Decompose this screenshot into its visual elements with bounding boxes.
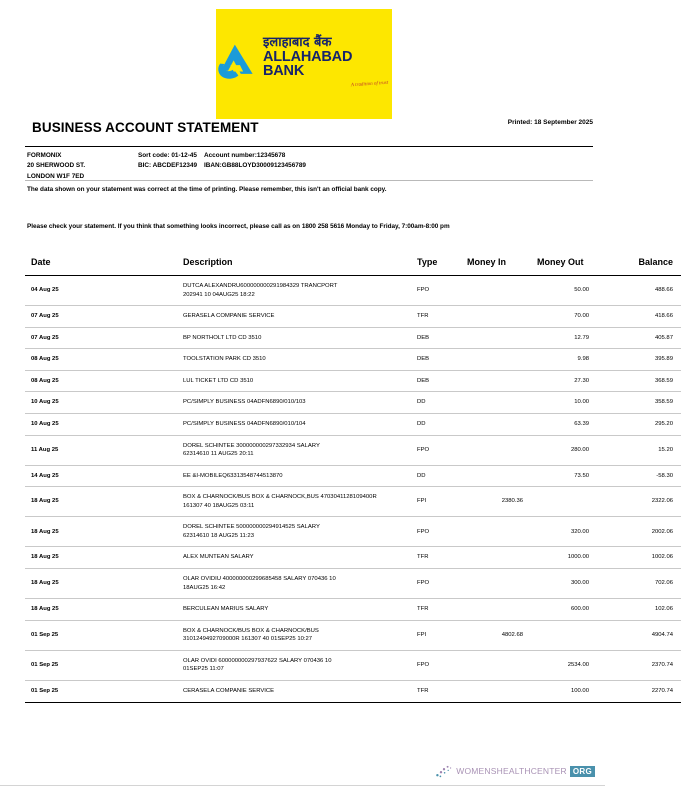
watermark-dots-icon: [435, 764, 453, 778]
table-row: [25, 517, 681, 547]
column-header-type: Type: [413, 257, 461, 276]
cell-balance: 405.87: [609, 327, 681, 349]
cell-description: [97, 517, 413, 547]
cell-type: TFR: [413, 599, 461, 621]
description-line-1: PC/SIMPLY BUSINESS 04ADFN6890/010/104: [183, 420, 306, 427]
company-name: FORMONIX: [27, 152, 62, 159]
table-row: [25, 349, 681, 371]
cell-date: 01 Sep 25: [25, 620, 97, 650]
description-line-1: TOOLSTATION PARK CD 3510: [183, 356, 266, 363]
cell-money-in: [461, 276, 529, 306]
account-holder-address: [27, 151, 147, 182]
cell-description: [97, 547, 413, 569]
cell-type: TFR: [413, 306, 461, 328]
cell-type: FPO: [413, 276, 461, 306]
cell-money-out: 320.00: [529, 517, 609, 547]
printed-date: Printed: 18 September 2025: [507, 119, 593, 126]
table-row: [25, 370, 681, 392]
cell-money-in: [461, 306, 529, 328]
cell-money-out: 63.39: [529, 413, 609, 435]
description-line-1: OLAR OVIDI 600000000297937622 SALARY 070436 10: [183, 657, 332, 664]
account-number-iban: [204, 151, 454, 172]
cell-type: DD: [413, 465, 461, 487]
table-row: [25, 276, 681, 306]
cell-balance: 2270.74: [609, 680, 681, 702]
cell-description: [97, 620, 413, 650]
cell-type: FPI: [413, 487, 461, 517]
cell-balance: 2322.06: [609, 487, 681, 517]
description-line-1: CERASELA COMPANIE SERVICE: [183, 687, 275, 694]
table-row: [25, 392, 681, 414]
contact-notice: Please check your statement. If you think that something looks incorrect, please call as on 1800 258 5616 Monday to Friday, 7:00am-8:00 pm: [27, 223, 450, 230]
cell-balance: 102.06: [609, 599, 681, 621]
table-row: [25, 413, 681, 435]
cell-date: 11 Aug 25: [25, 435, 97, 465]
description-line-1: BOX & CHARNOCK/BUS BOX & CHARNOCK,BUS 4703041128109400R: [183, 494, 377, 501]
cell-type: DEB: [413, 370, 461, 392]
cell-balance: 702.06: [609, 569, 681, 599]
description-line-1: BP NORTHOLT LTD CD 3510: [183, 334, 262, 341]
logo-bank-name: ALLAHABAD BANK: [263, 48, 353, 80]
cell-money-out: 280.00: [529, 435, 609, 465]
cell-balance: 418.66: [609, 306, 681, 328]
cell-description: [97, 569, 413, 599]
divider-top: [25, 146, 593, 147]
cell-date: 01 Sep 25: [25, 650, 97, 680]
watermark-text: WOMENSHEALTHCENTER: [456, 766, 567, 776]
cell-money-in: [461, 370, 529, 392]
table-row: [25, 547, 681, 569]
footer-divider: [0, 785, 605, 786]
logo-tagline: A tradition of trust: [350, 80, 389, 89]
cell-money-out: [529, 620, 609, 650]
cell-type: TFR: [413, 547, 461, 569]
table-row: [25, 599, 681, 621]
cell-money-in: [461, 465, 529, 487]
cell-date: 08 Aug 25: [25, 370, 97, 392]
cell-date: 07 Aug 25: [25, 306, 97, 328]
page-title: BUSINESS ACCOUNT STATEMENT: [32, 120, 259, 135]
cell-type: DEB: [413, 349, 461, 371]
cell-date: 10 Aug 25: [25, 413, 97, 435]
cell-money-in: 4802.68: [461, 620, 529, 650]
cell-description: [97, 650, 413, 680]
cell-description: [97, 370, 413, 392]
description-line-1: LUL TICKET LTD CD 3510: [183, 377, 254, 384]
table-row: [25, 650, 681, 680]
table-row: [25, 327, 681, 349]
cell-money-in: [461, 680, 529, 702]
cell-type: DD: [413, 413, 461, 435]
cell-type: FPO: [413, 569, 461, 599]
cell-balance: 15.20: [609, 435, 681, 465]
description-line-2: 62314610 11 AUG25 20:11: [183, 451, 254, 458]
description-line-2: 202941 10 04AUG25 18:22: [183, 291, 255, 298]
cell-money-out: 2534.00: [529, 650, 609, 680]
cell-money-in: [461, 599, 529, 621]
allahabad-bank-mark-icon: [216, 43, 256, 81]
description-line-1: ALEX MUNTEAN SALARY: [183, 554, 254, 561]
description-line-1: PC/SIMPLY BUSINESS 04ADFN6890/010/103: [183, 399, 306, 406]
cell-type: FPO: [413, 650, 461, 680]
watermark-badge: ORG: [570, 766, 595, 777]
account-number: Account number:12345678: [204, 152, 286, 159]
description-line-1: DUTCA ALEXANDRU600000000291984329 TRANCPORT: [183, 283, 338, 289]
cell-description: [97, 276, 413, 306]
cell-balance: 2002.06: [609, 517, 681, 547]
cell-date: 18 Aug 25: [25, 569, 97, 599]
cell-money-out: 27.30: [529, 370, 609, 392]
cell-money-out: 50.00: [529, 276, 609, 306]
description-line-1: BOX & CHARNOCK/BUS BOX & CHARNOCK/BUS: [183, 627, 319, 634]
cell-money-out: [529, 487, 609, 517]
cell-date: 01 Sep 25: [25, 680, 97, 702]
column-header-description: Description: [97, 257, 413, 276]
cell-money-in: [461, 650, 529, 680]
table-row: [25, 620, 681, 650]
cell-money-out: 10.00: [529, 392, 609, 414]
table-row: [25, 487, 681, 517]
column-header-balance: Balance: [609, 257, 681, 276]
description-line-2: 18AUG25 16:42: [183, 584, 226, 591]
cell-money-out: 70.00: [529, 306, 609, 328]
cell-description: [97, 306, 413, 328]
cell-money-out: 73.50: [529, 465, 609, 487]
cell-money-in: [461, 547, 529, 569]
print-disclaimer: The data shown on your statement was correct at the time of printing. Please remember, this isn't an official bank copy.: [27, 186, 387, 193]
cell-balance: 488.66: [609, 276, 681, 306]
sort-code: Sort code: 01-12-45: [138, 152, 197, 159]
cell-description: [97, 327, 413, 349]
divider-account: [25, 180, 593, 181]
table-row: [25, 435, 681, 465]
cell-balance: -58.30: [609, 465, 681, 487]
address-line-1: 20 SHERWOOD ST.: [27, 162, 86, 170]
cell-date: 08 Aug 25: [25, 349, 97, 371]
cell-money-in: [461, 569, 529, 599]
table-row: [25, 306, 681, 328]
description-line-2: 01SEP25 11:07: [183, 666, 224, 673]
cell-money-out: 9.98: [529, 349, 609, 371]
cell-money-in: [461, 517, 529, 547]
cell-money-in: [461, 435, 529, 465]
cell-description: [97, 465, 413, 487]
cell-money-in: [461, 413, 529, 435]
description-line-2: 3101249492709000R 161307 40 01SEP25 10:27: [183, 636, 313, 643]
cell-balance: 1002.06: [609, 547, 681, 569]
bank-logo: [216, 9, 392, 119]
cell-money-out: 12.79: [529, 327, 609, 349]
cell-description: [97, 487, 413, 517]
description-line-1: DOREL SCHINTEE 300000000297332934 SALARY: [183, 442, 320, 449]
cell-description: [97, 435, 413, 465]
description-line-1: BERCULEAN MARIUS SALARY: [183, 606, 269, 613]
cell-date: 18 Aug 25: [25, 487, 97, 517]
cell-date: 04 Aug 25: [25, 276, 97, 306]
table-body: [25, 276, 681, 703]
cell-description: [97, 392, 413, 414]
column-header-date: Date: [25, 257, 97, 276]
cell-balance: 368.59: [609, 370, 681, 392]
cell-date: 18 Aug 25: [25, 547, 97, 569]
cell-balance: 2370.74: [609, 650, 681, 680]
table-row: [25, 465, 681, 487]
column-header-money-in: Money In: [461, 257, 529, 276]
cell-date: 07 Aug 25: [25, 327, 97, 349]
cell-money-in: [461, 327, 529, 349]
cell-date: 18 Aug 25: [25, 599, 97, 621]
cell-balance: 358.59: [609, 392, 681, 414]
watermark: [435, 764, 595, 778]
cell-type: FPO: [413, 517, 461, 547]
cell-money-out: 300.00: [529, 569, 609, 599]
cell-type: TFR: [413, 680, 461, 702]
cell-type: FPI: [413, 620, 461, 650]
address-line-2: LONDON W1F 7ED: [27, 172, 85, 180]
cell-money-out: 1000.00: [529, 547, 609, 569]
bic: BIC: ABCDEF12349: [138, 162, 198, 170]
transactions-table: [25, 257, 681, 703]
cell-description: [97, 680, 413, 702]
cell-money-in: [461, 392, 529, 414]
table-row: [25, 569, 681, 599]
description-line-1: GERASELA COMPANIE SERVICE: [183, 313, 275, 320]
description-line-1: EE &I-MOBILEQ63313548744513870: [183, 472, 283, 479]
cell-date: 18 Aug 25: [25, 517, 97, 547]
description-line-2: 62314610 18 AUG25 11:23: [183, 532, 254, 539]
cell-balance: 395.89: [609, 349, 681, 371]
table-header-row: [25, 257, 681, 276]
column-header-money-out: Money Out: [529, 257, 609, 276]
cell-money-in: 2380.36: [461, 487, 529, 517]
cell-description: [97, 413, 413, 435]
cell-type: FPO: [413, 435, 461, 465]
description-line-1: DOREL SCHINTEE 500000000294914525 SALARY: [183, 524, 320, 531]
cell-description: [97, 349, 413, 371]
cell-type: DD: [413, 392, 461, 414]
cell-money-out: 100.00: [529, 680, 609, 702]
table-row: [25, 680, 681, 702]
cell-type: DEB: [413, 327, 461, 349]
iban: IBAN:GB88LOYD30009123456789: [204, 162, 306, 170]
cell-money-in: [461, 349, 529, 371]
description-line-1: OLAR OVIDIU 400000000299685458 SALARY 070436 10: [183, 576, 336, 582]
logo-hindi-name: इलाहाबाद बैंक: [263, 34, 332, 50]
cell-date: 10 Aug 25: [25, 392, 97, 414]
cell-balance: 4904.74: [609, 620, 681, 650]
cell-date: 14 Aug 25: [25, 465, 97, 487]
cell-description: [97, 599, 413, 621]
cell-money-out: 600.00: [529, 599, 609, 621]
cell-balance: 295.20: [609, 413, 681, 435]
description-line-2: 161307 40 18AUG25 03:11: [183, 502, 255, 509]
